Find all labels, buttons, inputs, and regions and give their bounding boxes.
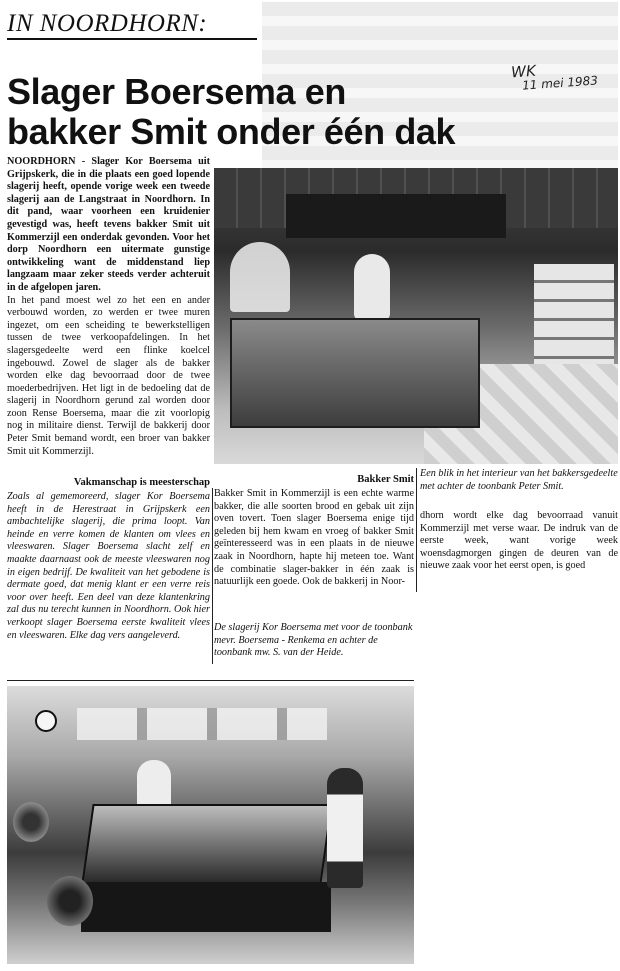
butcher-shop-photo xyxy=(7,686,414,964)
article-column-right xyxy=(420,510,618,590)
caption-bottom-photo: De slagerij Kor Boersema met voor de toonbank mevr. Boersema - Renkema en achter de toonbank mw. S. van der Heide. xyxy=(214,622,413,659)
headline-line-1: Slager Boersema en xyxy=(7,71,346,112)
article-column-left-top xyxy=(7,156,210,472)
photo-hood xyxy=(286,194,506,238)
photo-counter-base xyxy=(81,882,331,932)
headline-line-2: bakker Smit onder één dak xyxy=(7,111,456,152)
bakery-interior-photo xyxy=(214,168,618,464)
article-column-middle xyxy=(214,488,414,618)
article-column-left-bottom xyxy=(7,491,210,677)
article-paragraph-3: Zoals al gememoreerd, slager Kor Boersema heeft in de Herestraat in Grijpskerk een ambachtelijke slagerij, die prima loopt. Van heinde en verre komen de klanten om vlees en vleeswaren. Slager Boersema slacht zelf en maakte daarnaast ook de meeste vleeswaren nog in eigen bedrijf. De kwaliteit van het gebodene is dermate goed, dat menig klant er een verre reis voor over heeft. Een deel van deze klantenkring zal dus nu terecht kunnen in Noordhorn. Ook hier verkoopt slager Boersema eerste kwaliteit vlees en vleeswaren. Elke dag vers aangeleverd. xyxy=(7,491,210,641)
column-divider xyxy=(416,468,417,592)
article-paragraph-2: In het pand moest wel zo het een en ander verbouwd worden, zo werden er twee muren ingezet, om een scheiding te bewerkstelligen tussen de twee verkoopafdelingen. In het slagersgedeelte werd een flinke koelcel ingebouwd. Zowel de slager als de bakker worden elke dag bevoorraad door de twee moederbedrijven. Het ligt in de bedoeling dat de slagerij in Noordhorn gerund zal worden door zoon Rense Boersema, maar die zit voorlopig nog in militaire dienst. Terwijl de bakkerij door Peter Smit bemand wordt, een broer van bakker Smit uit Kommerzijl. xyxy=(7,294,210,457)
photo-display-case xyxy=(81,804,332,884)
article-paragraph-5: dhorn wordt elke dag bevoorraad vanuit Kommerzijl met verse waar. De indruk van de eerste week, want vorige week woensdagmorgen gingen de deuren van de nieuwe zaak voor het eerst open, is goed xyxy=(420,510,618,572)
clock-icon xyxy=(35,710,57,732)
article-headline xyxy=(7,72,507,152)
photo-ceiling-lights xyxy=(77,708,327,740)
photo-person xyxy=(354,254,390,320)
subhead-bakker-smit: Bakker Smit xyxy=(357,474,414,485)
section-divider xyxy=(7,680,414,681)
photo-person-behind-counter xyxy=(137,760,171,810)
kicker-heading: IN NOORDHORN: xyxy=(7,8,257,40)
subhead-vakmanschap: Vakmanschap is meesterschap xyxy=(73,477,210,488)
photo-plant xyxy=(13,802,49,842)
caption-top-photo: Een blik in het interieur van het bakkersgedeelte met achter de toonbank Peter Smit. xyxy=(420,468,618,492)
photo-person-front xyxy=(327,768,363,888)
article-paragraph-4: Bakker Smit in Kommerzijl is een echte warme bakker, die alle soorten brood en gebak uit zijn oven tovert. Toen slager Boersema enige tijd geleden bij hem kwam en vroeg of bakker Smit geïnteresseerd was in een plaats in de nieuwe zaak in Noordhorn, hapte hij meteen toe. Want de combinatie slager-bakker in één zaak is natuurlijk een goede. Ook de bakkerij in Noor- xyxy=(214,488,414,588)
column-divider xyxy=(212,488,213,664)
handwritten-initials: WK xyxy=(510,61,537,82)
photo-plant xyxy=(47,876,93,926)
article-lead: NOORDHORN - Slager Kor Boersema uit Grijpskerk, die in die plaats een goed lopende slagerij heeft, opende vorige week een tweede slagerij aan de Langstraat in Noordhorn. In dit pand, waar voorheen een kruidenier gevestigd was, heeft tevens bakker Smit uit Kommerzijl een onderdak gevonden. Voor het dorp Noordhorn een uitermate gunstige ontwikkeling want de middenstand liep langzaam maar zeker steeds verder achteruit in de afgelopen jaren. xyxy=(7,156,210,293)
photo-scale xyxy=(230,242,290,312)
photo-counter xyxy=(230,318,480,428)
photo-shelf xyxy=(534,264,614,374)
handwritten-date: 11 mei 1983 xyxy=(521,73,599,93)
handwritten-date-note xyxy=(511,59,610,106)
